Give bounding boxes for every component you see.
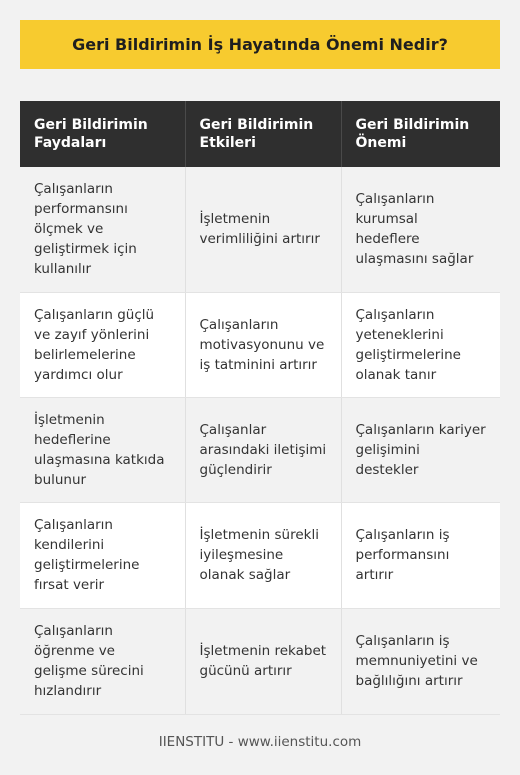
table-cell: Çalışanların motivasyonunu ve iş tatminini artırır	[185, 292, 341, 397]
table-header-row	[20, 101, 500, 167]
table-cell: Çalışanların kurumsal hedeflere ulaşmasını sağlar	[341, 167, 500, 292]
table-cell: İşletmenin hedeflerine ulaşmasına katkıda bulunur	[20, 397, 185, 502]
table-cell: İşletmenin verimliliğini artırır	[185, 167, 341, 292]
table-cell: Çalışanların yeteneklerini geliştirmelerine olanak tanır	[341, 292, 500, 397]
table-cell: İşletmenin rekabet gücünü artırır	[185, 608, 341, 714]
table-row	[20, 292, 500, 397]
table-cell: Çalışanların kariyer gelişimini destekler	[341, 397, 500, 502]
title-banner	[20, 20, 500, 69]
table-cell: Çalışanların iş memnuniyetini ve bağlılığını artırır	[341, 608, 500, 714]
table-cell: Çalışanların güçlü ve zayıf yönlerini belirlemelerine yardımcı olur	[20, 292, 185, 397]
page-title: Geri Bildirimin İş Hayatında Önemi Nedir?	[72, 35, 448, 54]
table-row	[20, 608, 500, 714]
table-row	[20, 167, 500, 292]
table-cell: Çalışanların kendilerini geliştirmelerine fırsat verir	[20, 502, 185, 608]
comparison-table	[20, 101, 500, 715]
table-cell: Çalışanların performansını ölçmek ve geliştirmek için kullanılır	[20, 167, 185, 292]
table-row	[20, 397, 500, 502]
table-cell: Çalışanların iş performansını artırır	[341, 502, 500, 608]
table-row	[20, 502, 500, 608]
comparison-table-container	[20, 101, 500, 714]
table-cell: Çalışanların öğrenme ve gelişme sürecini hızlandırır	[20, 608, 185, 714]
header-cell-benefits: Geri Bildirimin Faydaları	[20, 101, 185, 167]
footer-credit: IIENSTITU - www.iienstitu.com	[158, 734, 362, 750]
header-cell-effects: Geri Bildirimin Etkileri	[185, 101, 341, 167]
table-cell: Çalışanlar arasındaki iletişimi güçlendirir	[185, 397, 341, 502]
header-cell-importance: Geri Bildirimin Önemi	[355, 117, 470, 151]
table-cell: İşletmenin sürekli iyileşmesine olanak sağlar	[185, 502, 341, 608]
